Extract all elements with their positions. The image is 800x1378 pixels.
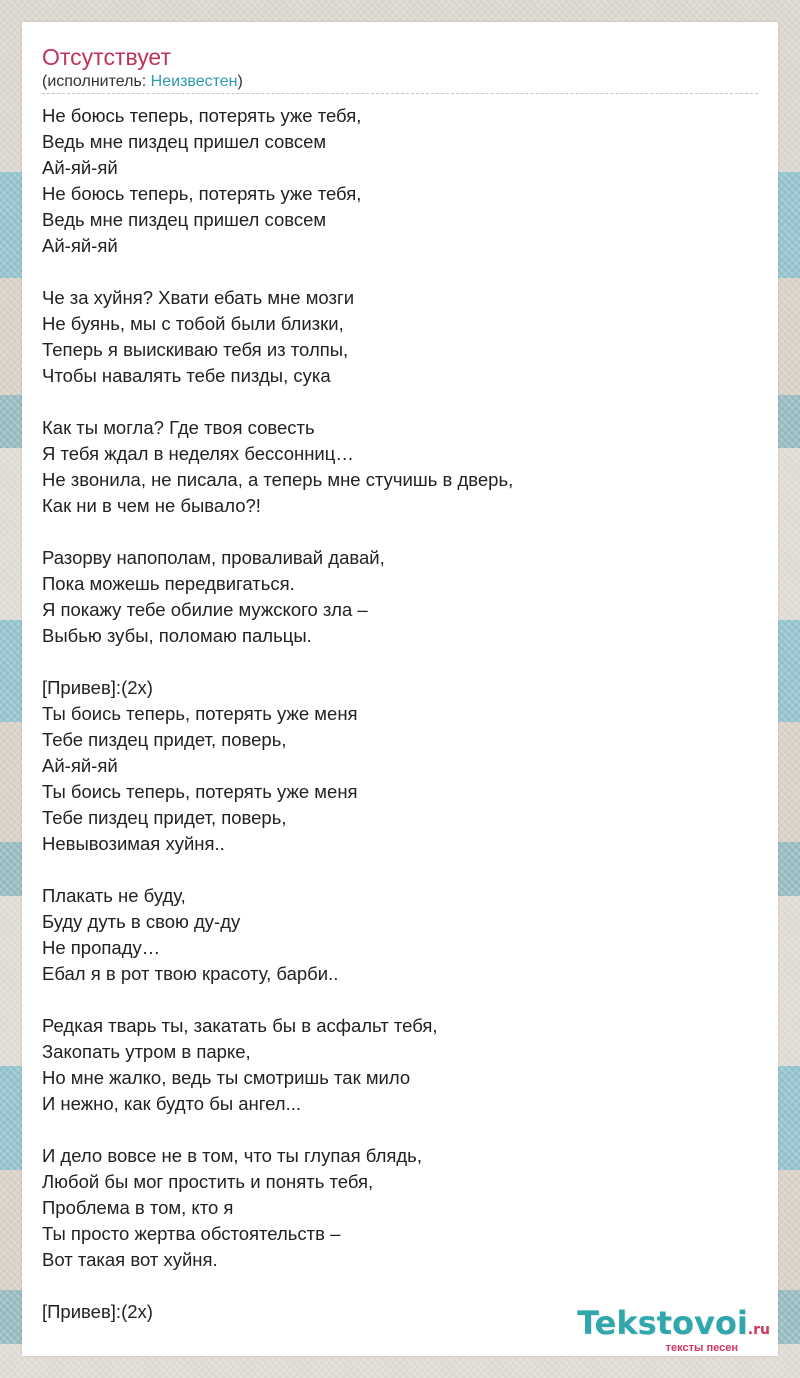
lyric-line: Плакать не буду, <box>42 885 186 906</box>
artist-prefix: (исполнитель: <box>42 73 151 90</box>
lyric-line: Выбью зубы, поломаю пальцы. <box>42 625 312 646</box>
lyric-line: [Привев]:(2x) <box>42 1301 153 1322</box>
site-logo[interactable] <box>577 1305 770 1354</box>
lyric-line: Я покажу тебе обилие мужского зла – <box>42 599 368 620</box>
lyric-line: Не звонила, не писала, а теперь мне стучишь в дверь, <box>42 469 514 490</box>
lyric-line: Ай-яй-яй <box>42 755 118 776</box>
lyric-line: Ты боись теперь, потерять уже меня <box>42 703 358 724</box>
lyric-line: Как ты могла? Где твоя совесть <box>42 417 315 438</box>
lyric-line: Проблема в том, кто я <box>42 1197 234 1218</box>
lyrics-text <box>42 103 758 1325</box>
lyric-line: Ты просто жертва обстоятельств – <box>42 1223 341 1244</box>
lyric-line: Но мне жалко, ведь ты смотришь так мило <box>42 1067 411 1088</box>
artist-line <box>42 72 243 92</box>
lyric-line: Не боюсь теперь, потерять уже тебя, <box>42 183 362 204</box>
lyric-line: Разорву напополам, проваливай давай, <box>42 547 385 568</box>
lyric-line: Закопать утром в парке, <box>42 1041 251 1062</box>
logo-name: Tekstovoi <box>577 1304 748 1342</box>
logo-tagline: тексты песен <box>665 1342 738 1354</box>
lyric-line <box>42 519 758 545</box>
lyric-line: Ебал я в рот твою красоту, барби.. <box>42 963 339 984</box>
lyric-line: Ведь мне пиздец пришел совсем <box>42 209 327 230</box>
lyric-line: Ай-яй-яй <box>42 157 118 178</box>
lyric-line <box>42 259 758 285</box>
song-title: Отсутствует <box>42 44 171 70</box>
lyric-line <box>42 649 758 675</box>
lyric-line: Че за хуйня? Хвати ебать мне мозги <box>42 287 355 308</box>
title-divider <box>42 93 758 94</box>
lyric-line: И дело вовсе не в том, что ты глупая блядь, <box>42 1145 422 1166</box>
lyrics-card <box>22 22 778 1356</box>
artist-link[interactable]: Неизвестен <box>150 73 238 90</box>
lyric-line: И нежно, как будто бы ангел... <box>42 1093 301 1114</box>
lyric-line <box>42 389 758 415</box>
lyric-line: Не буянь, мы с тобой были близки, <box>42 313 344 334</box>
lyric-line: Любой бы мог простить и понять тебя, <box>42 1171 374 1192</box>
lyric-line: Редкая тварь ты, закатать бы в асфальт тебя, <box>42 1015 438 1036</box>
lyric-line: Как ни в чем не бывало?! <box>42 495 261 516</box>
lyric-line: Не пропаду… <box>42 937 161 958</box>
lyric-line: Тебе пиздец придет, поверь, <box>42 807 287 828</box>
lyric-line: [Привев]:(2x) <box>42 677 153 698</box>
lyric-line: Пока можешь передвигаться. <box>42 573 295 594</box>
artist-suffix: ) <box>237 73 243 90</box>
lyric-line: Буду дуть в свою ду-ду <box>42 911 241 932</box>
lyric-line: Я тебя ждал в неделях бессонниц… <box>42 443 354 464</box>
logo-tld: .ru <box>747 1322 770 1338</box>
lyric-line: Чтобы навалять тебе пизды, сука <box>42 365 331 386</box>
lyric-line: Ай-яй-яй <box>42 235 118 256</box>
lyric-line: Вот такая вот хуйня. <box>42 1249 218 1270</box>
lyric-line <box>42 1273 758 1299</box>
lyric-line: Тебе пиздец придет, поверь, <box>42 729 287 750</box>
lyric-line: Невывозимая хуйня.. <box>42 833 225 854</box>
lyric-line: Ты боись теперь, потерять уже меня <box>42 781 358 802</box>
lyric-line: Теперь я выискиваю тебя из толпы, <box>42 339 349 360</box>
lyric-line <box>42 857 758 883</box>
lyric-line: Ведь мне пиздец пришел совсем <box>42 131 327 152</box>
lyric-line <box>42 1117 758 1143</box>
lyric-line: Не боюсь теперь, потерять уже тебя, <box>42 105 362 126</box>
lyric-line <box>42 987 758 1013</box>
